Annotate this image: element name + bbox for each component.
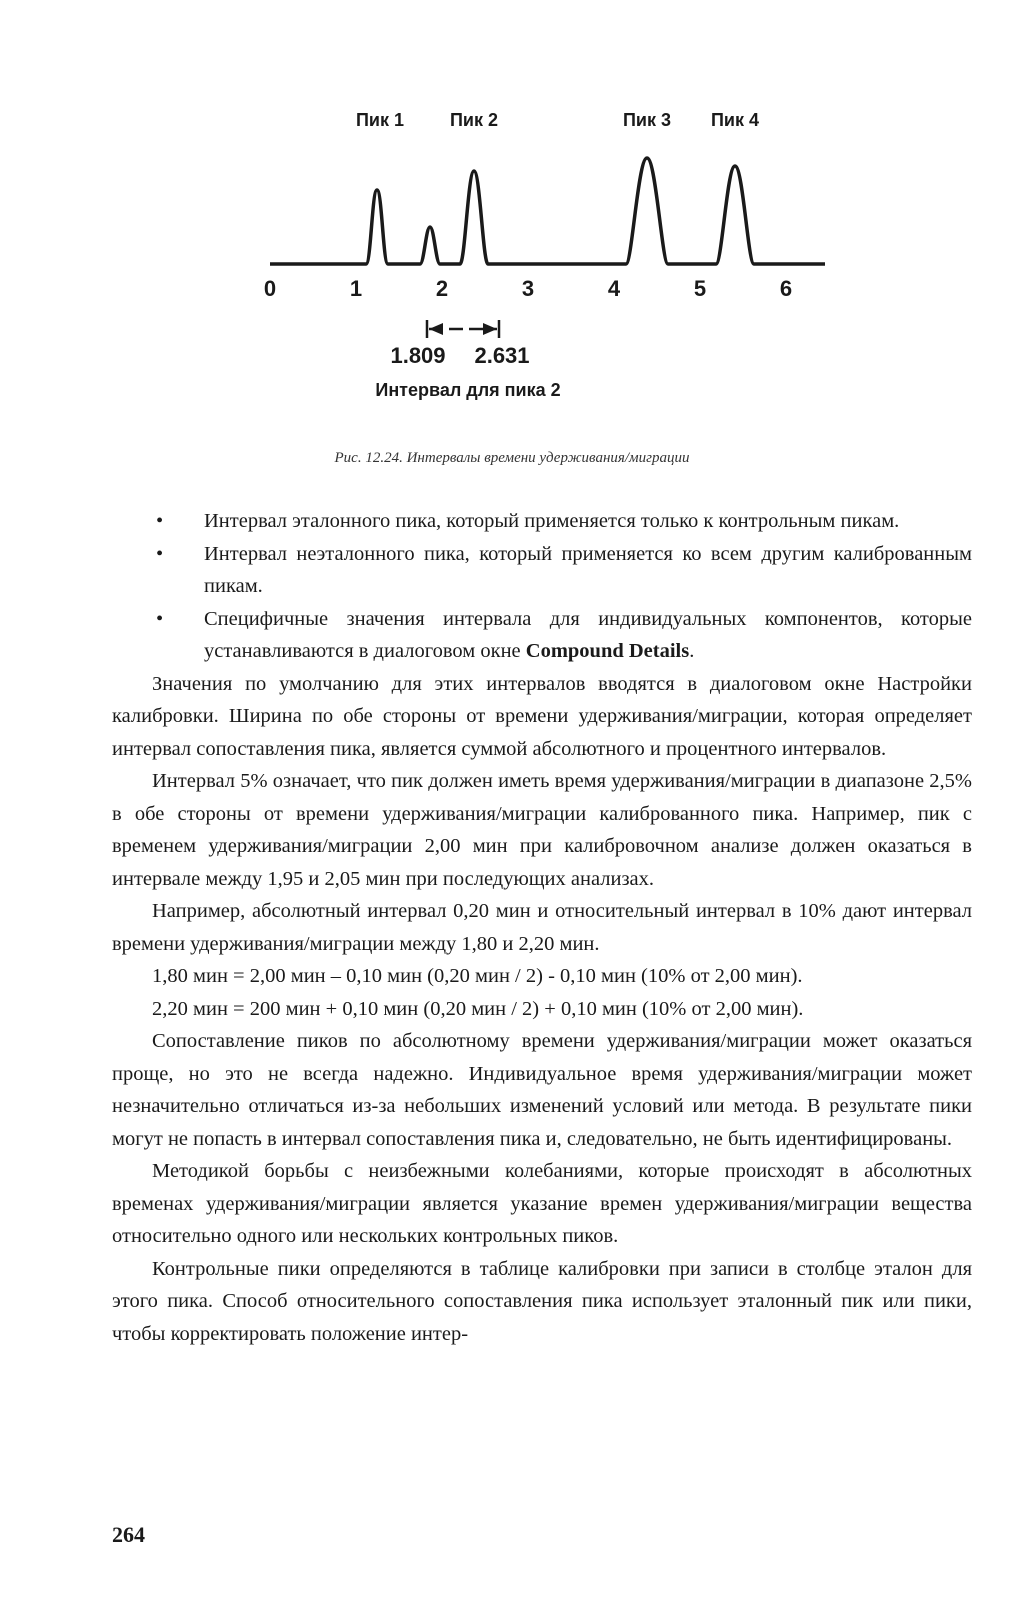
interval-bracket	[427, 320, 499, 338]
bullet-item	[112, 538, 972, 603]
bullet-text-end: .	[689, 640, 695, 662]
equation-line: 2,20 мин = 200 мин + 0,10 мин (0,20 мин / 2) + 0,10 мин (10% от 2,00 мин).	[152, 997, 804, 1020]
peak-label-2: Пик 2	[449, 110, 499, 130]
bullet-bold-term: Compound Details	[525, 640, 690, 662]
bullet-icon: •	[156, 510, 164, 532]
chromatogram-trace	[270, 158, 825, 264]
paragraph: Например, абсолютный интервал 0,20 мин и относительный интервал в 10% дают интервал времени удерживания/миграции между 1,80 и 2,20 мин.	[112, 900, 972, 955]
interval-end-value: 2.631	[474, 343, 530, 368]
axis-tick-0: 0	[263, 276, 277, 301]
axis-tick-3: 3	[521, 276, 535, 301]
body-text	[112, 505, 972, 1350]
bullet-icon: •	[156, 542, 164, 565]
paragraph: Контрольные пики определяются в таблице калибровки при записи в столбце эталон для этого пика. Способ относительного сопоставления пика использует эталонный пик или пики, чтобы корректировать положение интер-	[112, 1257, 972, 1345]
paragraph: Сопоставление пиков по абсолютному времени удерживания/миграции может оказаться проще, но это не всегда надежно. Индивидуальное время удерживания/миграции может незначительно отличаться из-за небольших изменений условий или метода. В результате пики могут не попасть в интервал сопоставления пика и, следовательно, не быть идентифицированы.	[112, 1030, 972, 1150]
paragraph: Значения по умолчанию для этих интервалов вводятся в диалоговом окне Настройки калибровки. Ширина по обе стороны от времени удерживания/миграции, которая определяет интервал сопоставления пика, является суммой абсолютного и процентного интервалов.	[112, 672, 972, 760]
equation-line: 1,80 мин = 2,00 мин – 0,10 мин (0,20 мин / 2) - 0,10 мин (10% от 2,00 мин).	[152, 965, 803, 987]
peak-label-1: Пик 1	[355, 110, 405, 130]
chromatogram-figure	[250, 100, 870, 420]
bullet-item	[112, 505, 972, 538]
bullet-text: Интервал неэталонного пика, который применяется ко всем другим калиброванным пикам.	[204, 542, 972, 597]
axis-tick-6: 6	[779, 276, 793, 301]
bullet-item	[112, 603, 972, 668]
peak-label-4: Пик 4	[710, 110, 760, 130]
bullet-icon: •	[156, 607, 164, 630]
figure-caption: Рис. 12.24. Интервалы времени удерживания/миграции	[334, 450, 690, 466]
axis-tick-4: 4	[607, 276, 621, 301]
interval-start-value: 1.809	[390, 343, 446, 368]
interval-label: Интервал для пика 2	[375, 380, 561, 400]
page-number: 264	[112, 1522, 145, 1547]
bullet-text: Интервал эталонного пика, который применяется только к контрольным пикам.	[204, 510, 900, 532]
bullet-text: Специфичные значения интервала для индивидуальных компонентов, которые устанавливаются в диалоговом окне	[204, 607, 972, 662]
axis-tick-2: 2	[435, 276, 449, 301]
paragraph: Методикой борьбы с неизбежными колебаниями, которые происходят в абсолютных временах удерживания/миграции является указание времен удерживания/миграции вещества относительно одного или нескольких контрольных пиков.	[112, 1160, 972, 1247]
paragraph: Интервал 5% означает, что пик должен иметь время удерживания/миграции в диапазоне 2,5% в обе стороны от времени удерживания/миграции калиброванного пика. Например, пик с временем удерживания/миграции 2,00 мин при калибровочном анализе должен оказаться в интервале между 1,95 и 2,05 мин при последующих анализах.	[112, 770, 972, 890]
peak-label-3: Пик 3	[622, 110, 672, 130]
axis-tick-5: 5	[693, 276, 707, 301]
axis-tick-1: 1	[349, 276, 363, 301]
